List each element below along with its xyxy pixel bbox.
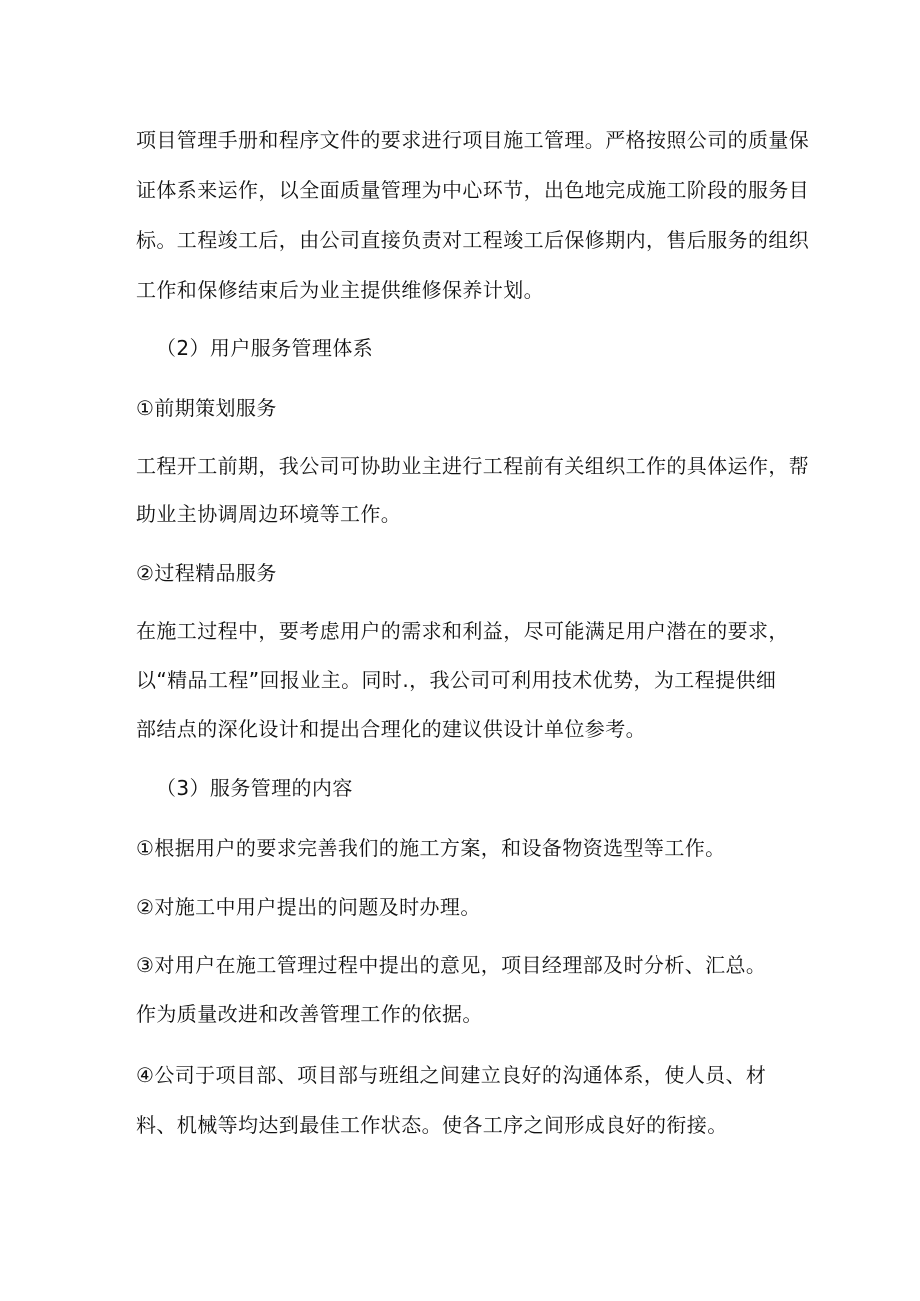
paragraph-1-line-3: 标。工程竣工后，由公司直接负责对工程竣工后保修期内，售后服务的组织 — [136, 228, 810, 252]
content-item-3-line-1: ③对用户在施工管理过程中提出的意见，项目经理部及时分析、汇总。 — [136, 953, 767, 977]
paragraph-1-line-4: 工作和保修结束后为业主提供维修保养计划。 — [136, 278, 544, 302]
item-2-line-2: 以“精品工程”回报业主。同时.，我公司可利用技术优势，为工程提供细 — [136, 668, 777, 692]
item-1-heading: ①前期策划服务 — [136, 396, 277, 420]
content-item-4-line-2: 料、机械等均达到最佳工作状态。使各工序之间形成良好的衔接。 — [136, 1113, 728, 1137]
paragraph-1-line-1: 项目管理手册和程序文件的要求进行项目施工管理。严格按照公司的质量保 — [136, 128, 810, 152]
content-item-3-line-2: 作为质量改进和改善管理工作的依据。 — [136, 1002, 483, 1026]
content-item-1: ①根据用户的要求完善我们的施工方案，和设备物资选型等工作。 — [136, 836, 726, 860]
paragraph-1-line-2: 证体系来运作，以全面质量管理为中心环节，出色地完成施工阶段的服务目 — [136, 178, 810, 202]
content-item-4-line-1: ④公司于项目部、项目部与班组之间建立良好的沟通体系，使人员、材 — [136, 1063, 767, 1087]
section-2-heading: （2）用户服务管理体系 — [156, 336, 374, 360]
item-1-line-2: 助业主协调周边环境等工作。 — [136, 502, 402, 526]
item-2-heading: ②过程精品服务 — [136, 561, 277, 585]
content-item-2: ②对施工中用户提出的问题及时办理。 — [136, 895, 481, 919]
section-3-heading: （3）服务管理的内容 — [156, 776, 353, 800]
item-2-line-1: 在施工过程中，要考虑用户的需求和利益，尽可能满足用户潜在的要求， — [136, 619, 789, 643]
item-1-line-1: 工程开工前期，我公司可协助业主进行工程前有关组织工作的具体运作，帮 — [136, 454, 810, 478]
item-2-line-3: 部结点的深化设计和提出合理化的建议供设计单位参考。 — [136, 717, 646, 741]
